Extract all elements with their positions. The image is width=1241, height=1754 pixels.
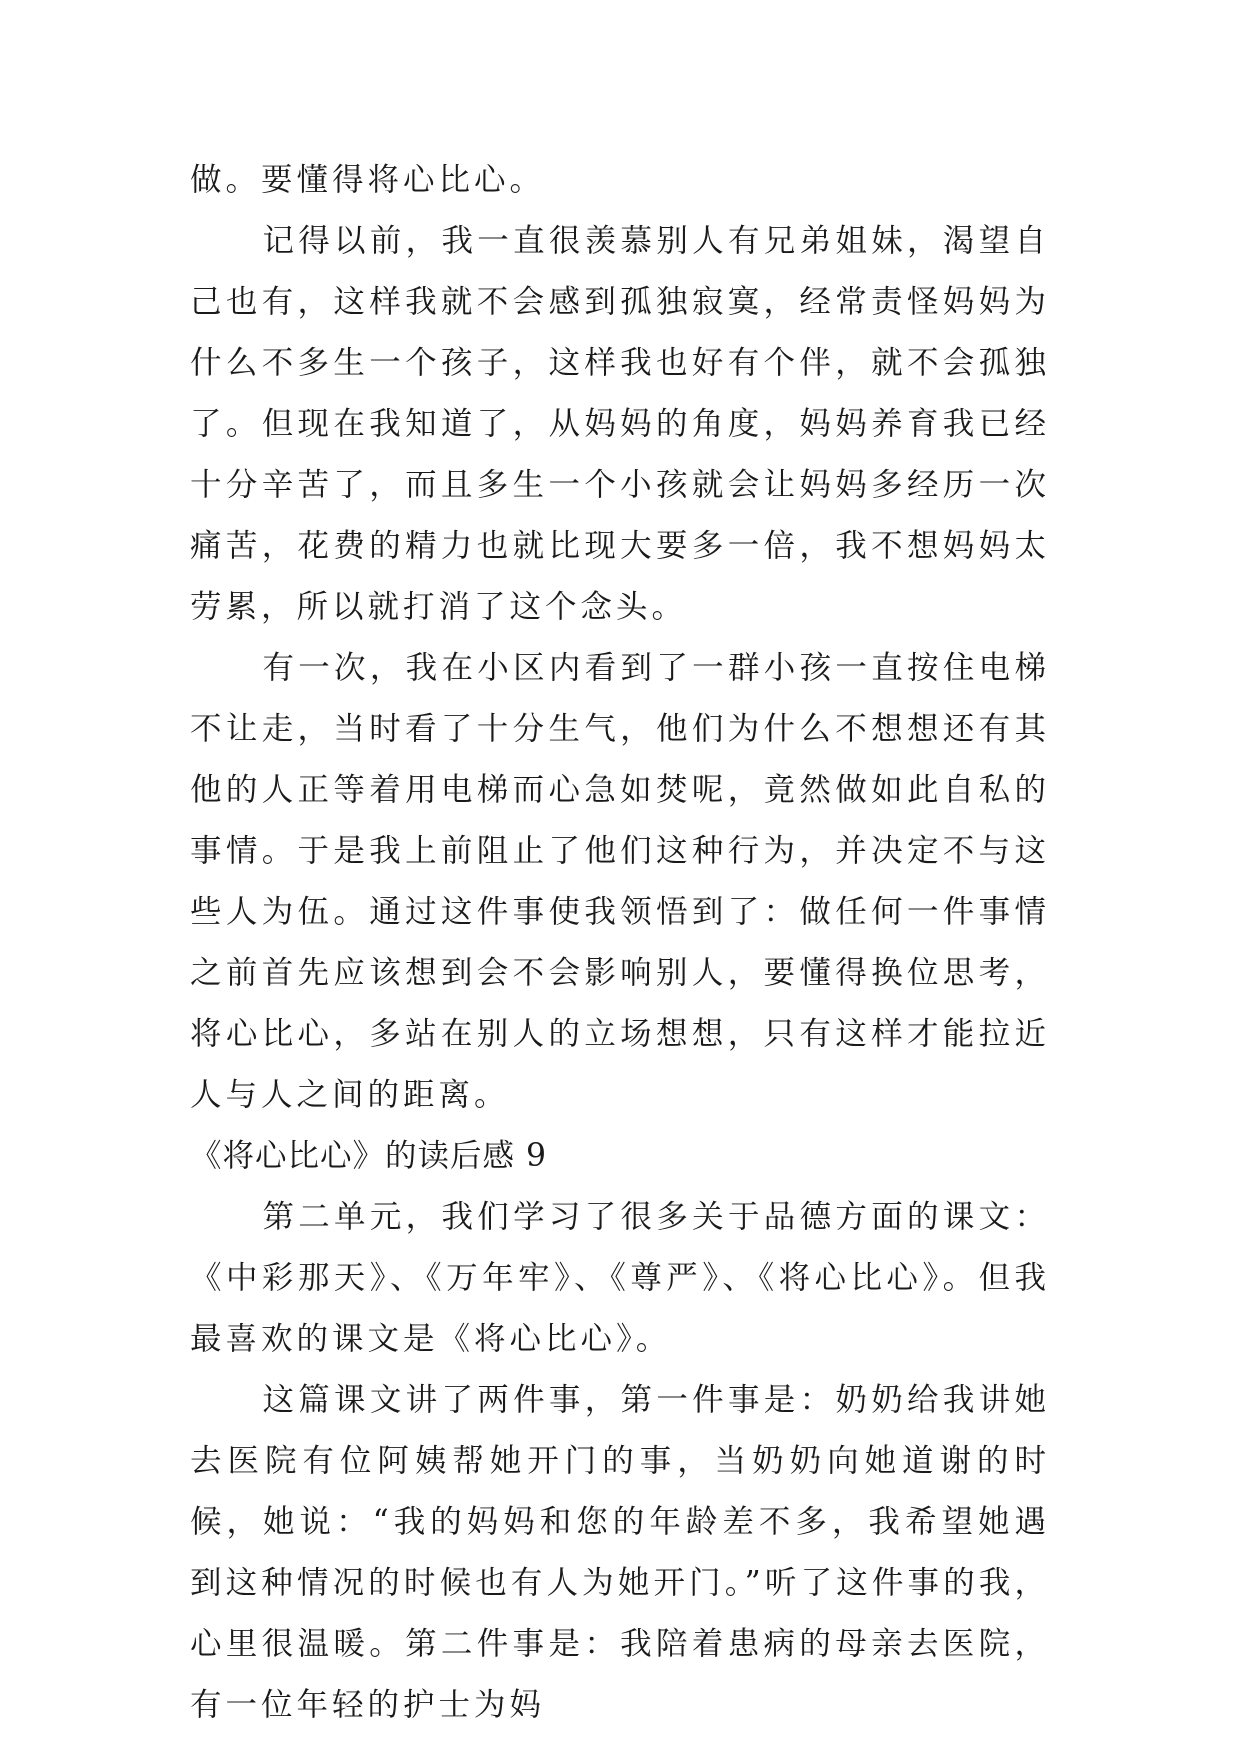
document-page — [190, 150, 1050, 1736]
paragraph-elevator: 有一次，我在小区内看到了一群小孩一直按住电梯不让走，当时看了十分生气，他们为什么不想想还有其他的人正等着用电梯而心急如焚呢，竟然做如此自私的事情。于是我上前阻止了他们这种行为，并决定不与这些人为伍。通过这件事使我领悟到了：做任何一件事情之前首先应该想到会不会影响别人，要懂得换位思考，将心比心，多站在别人的立场想想，只有这样才能拉近人与人之间的距离。 — [190, 650, 1050, 1113]
paragraph-continuation: 做。要懂得将心比心。 — [190, 162, 546, 198]
section-heading: 《将心比心》的读后感 9 — [190, 1138, 548, 1174]
paragraph-siblings: 记得以前，我一直很羡慕别人有兄弟姐妹，渴望自己也有，这样我就不会感到孤独寂寞，经常责怪妈妈为什么不多生一个孩子，这样我也好有个伴，就不会孤独了。但现在我知道了，从妈妈的角度，妈妈养育我已经十分辛苦了，而且多生一个小孩就会让妈妈多经历一次痛苦，花费的精力也就比现大要多一倍，我不想妈妈太劳累，所以就打消了这个念头。 — [190, 223, 1050, 625]
paragraph-unit-two: 第二单元，我们学习了很多关于品德方面的课文：《中彩那天》、《万年牢》、《尊严》、《将心比心》。但我最喜欢的课文是《将心比心》。 — [190, 1199, 1050, 1357]
paragraph-two-stories: 这篇课文讲了两件事，第一件事是：奶奶给我讲她去医院有位阿姨帮她开门的事，当奶奶向她道谢的时候，她说：“我的妈妈和您的年龄差不多，我希望她遇到这种情况的时候也有人为她开门。”听了这件事的我，心里很温暖。第二件事是：我陪着患病的母亲去医院，有一位年轻的护士为妈 — [190, 1382, 1050, 1723]
